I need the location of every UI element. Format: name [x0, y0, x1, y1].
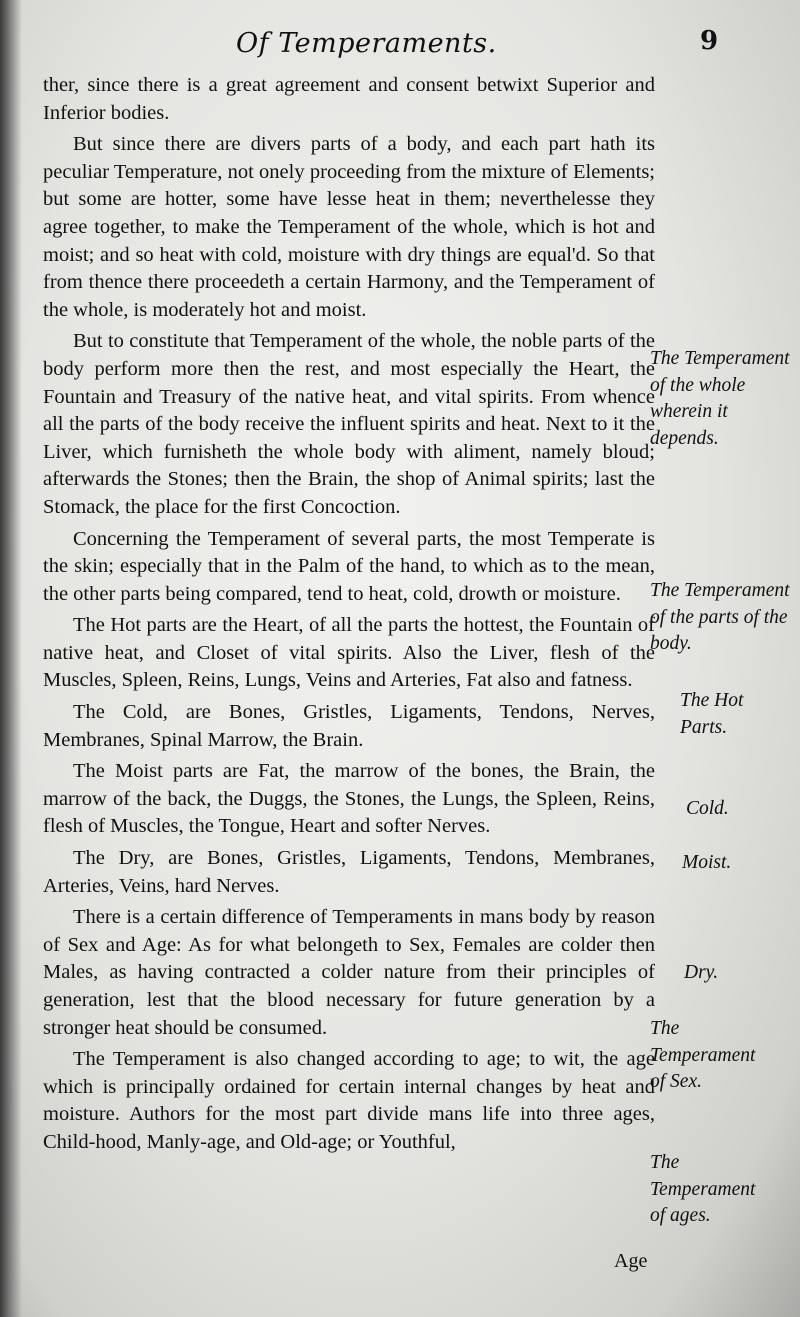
paragraph-cold-parts: The Cold, are Bones, Gristles, Ligaments, Tendons, Nerves, Membranes, Spinal Marrow, the Brain. — [43, 701, 655, 751]
paragraph-sex-temperament: There is a certain difference of Temperaments in mans body by reason of Sex and Age: As for what belongeth to Sex, Females are colder then Males, as having contracted a colder nature from their principles of generation, lest that the blood necessary for future generation by a stronger heat should be consumed. — [43, 906, 655, 1039]
paragraph-hot-parts: The Hot parts are the Heart, of all the parts the hottest, the Fountain of native heat, and Closet of vital spirits. Also the Liver, flesh of the Muscles, Spleen, Reins, Lungs, Veins and Arteries, Fat also and fatness. — [43, 614, 655, 692]
margin-notes-column — [650, 0, 795, 1317]
paragraph-noble-parts: But to constitute that Temperament of the whole, the noble parts of the body perform more then the rest, and most especially the Heart, the Fountain and Treasury of the native heat, and vital spirits. From whence all the parts of the body receive the influent spirits and heat. Next to it the Liver, which furnisheth the whole body with aliment, namely bloud; afterwards the Stones; then the Brain, the shop of Animal spirits; last the Stomack, the place for the first Concoction. — [43, 330, 655, 518]
binding-shadow — [0, 0, 22, 1317]
margin-note-parts: The Temperament of the parts of the body. — [650, 580, 790, 654]
margin-note-dry: Dry. — [684, 962, 719, 983]
running-title: Of Temperaments. — [236, 28, 497, 59]
paragraph-dry-parts: The Dry, are Bones, Gristles, Ligaments, Tendons, Membranes, Arteries, Veins, hard Nerves. — [43, 847, 655, 897]
margin-note-sex: The Temperament of Sex. — [650, 1018, 756, 1092]
paragraph-several-parts: Concerning the Temperament of several parts, the most Temperate is the skin; especially that in the Palm of the hand, to which as to the mean, the other parts being compared, tend to heat, cold, drowth or moisture. — [43, 527, 655, 605]
margin-note-hot: The Hot Parts. — [680, 690, 744, 738]
margin-note-ages: The Temperament of ages. — [650, 1152, 756, 1226]
paragraph-continuation: ther, since there is a great agreement and consent betwixt Superior and Inferior bodies. — [43, 74, 655, 124]
catchword: Age — [614, 1250, 648, 1272]
margin-note-moist: Moist. — [682, 852, 732, 873]
main-text-column — [43, 72, 655, 1161]
paragraph-parts-temperature: But since there are divers parts of a body, and each part hath its peculiar Temperature, not onely proceeding from the mixture of Elements; but some are hotter, some have lesse heat in them; neverthelesse they agree together, to make the Temperament of the whole, which is hot and moist; and so heat with cold, moisture with dry things are equal'd. So that from thence there proceedeth a certain Harmony, and the Temperament of the whole, is moderately hot and moist. — [43, 133, 655, 321]
margin-note-cold: Cold. — [686, 798, 729, 819]
page-number: 9 — [700, 26, 719, 56]
margin-note-whole: The Temperament of the whole wherein it depends. — [650, 348, 790, 449]
paragraph-age-temperament: The Temperament is also changed according to age; to wit, the age which is principally ordained for certain internal changes by heat and moisture. Authors for the most part divide mans life into three ages, Child-hood, Manly-age, and Old-age; or Youthful, — [43, 1048, 655, 1153]
paragraph-moist-parts: The Moist parts are Fat, the marrow of the bones, the Brain, the marrow of the back, the Duggs, the Stones, the Lungs, the Spleen, Reins, flesh of Muscles, the Tongue, Heart and softer Nerves. — [43, 760, 655, 838]
